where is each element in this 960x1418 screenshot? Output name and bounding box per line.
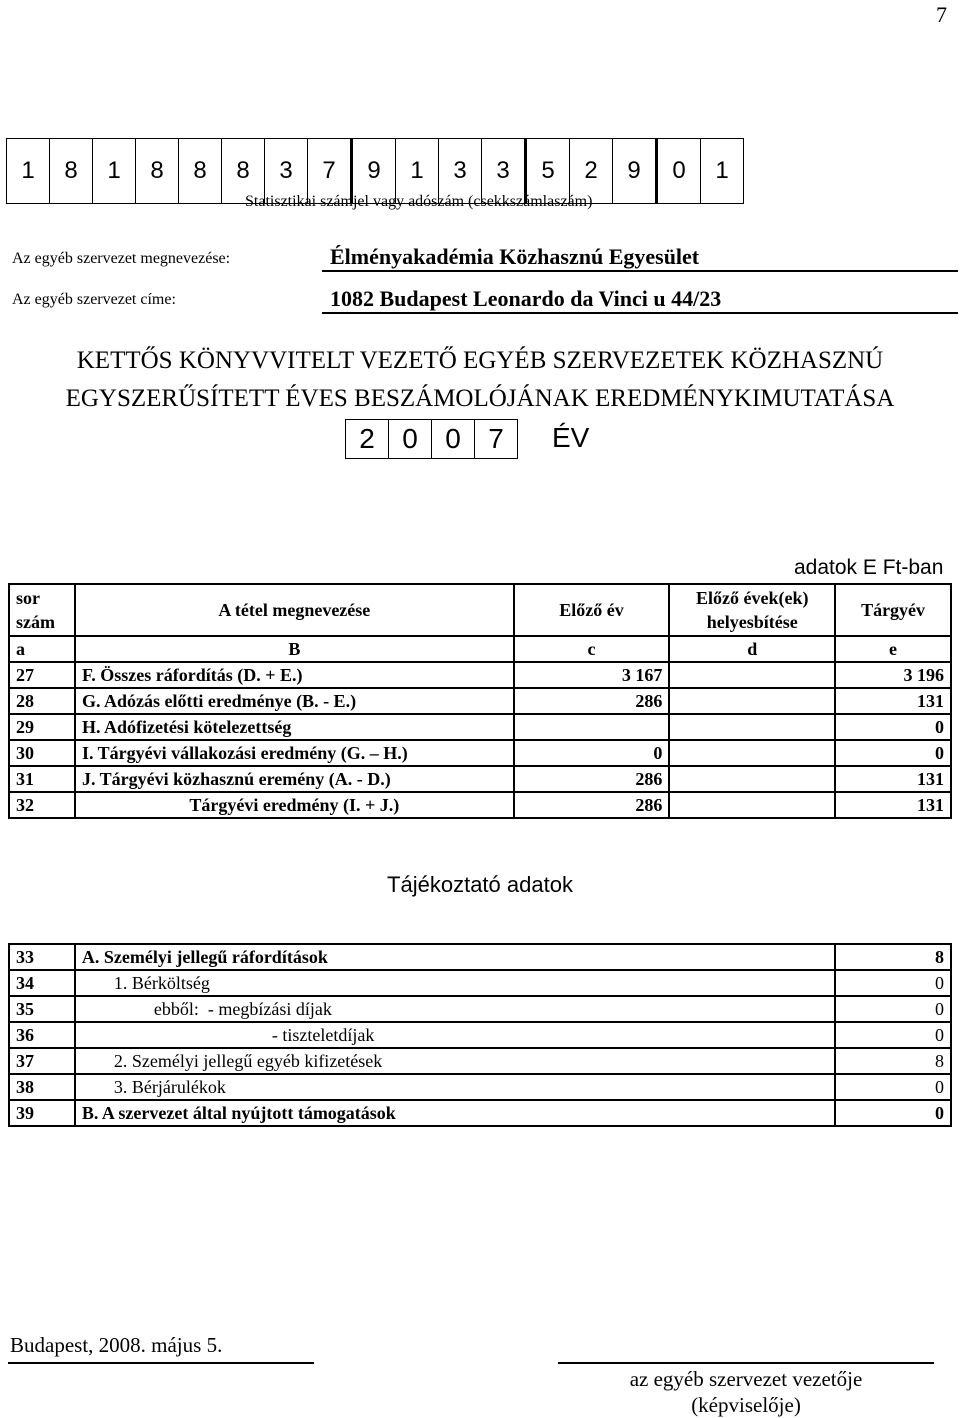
info-row-value: 0 [835,1100,951,1126]
signer-title: az egyéb szervezet vezetője [629,1367,863,1391]
info-row-value: 8 [835,1048,951,1074]
year-label: ÉV [552,422,590,453]
row-prev: 286 [514,766,670,792]
row-current: 0 [835,714,951,740]
row-adjust [669,740,835,766]
org-name-label: Az egyéb szervezet megnevezése: [12,250,231,267]
info-row-value: 8 [835,944,951,970]
row-current: 131 [835,688,951,714]
row-adjust [669,766,835,792]
table-header-row [9,584,951,636]
stat-id-digit: 8 [179,139,222,204]
info-row [9,1100,951,1126]
info-row-number: 36 [9,1022,75,1048]
stat-id-digit: 7 [308,139,352,204]
row-adjust [669,688,835,714]
info-row-number: 37 [9,1048,75,1074]
header-prev: Előző év [514,584,670,636]
header-adjust-line1: Előző évek(ek) [695,588,809,608]
signature-line [558,1362,934,1364]
letter-d: d [669,636,835,662]
header-item: A tétel megnevezése [75,584,514,636]
row-name: I. Tárgyévi vállakozási eredmény (G. – H.) [75,740,514,766]
row-number: 32 [9,792,75,818]
info-row [9,1022,951,1048]
org-address: 1082 Budapest Leonardo da Vinci u 44/23 [322,286,958,314]
date-line [8,1362,314,1364]
info-row-value: 0 [835,1074,951,1100]
table-row [9,662,951,688]
info-row-value: 0 [835,1022,951,1048]
row-number: 29 [9,714,75,740]
header-sor-line1: sor [16,588,40,608]
stat-id-digit: 9 [352,139,396,204]
stat-id-digit: 1 [396,139,439,204]
info-row-name: B. A szervezet által nyújtott támogatások [75,1100,835,1126]
org-name: Élményakadémia Közhasznú Egyesület [322,244,958,272]
info-title: Tájékoztató adatok [387,872,573,897]
table-row [9,714,951,740]
stat-id-digit: 3 [482,139,526,204]
header-current: Tárgyév [835,584,951,636]
info-row [9,1074,951,1100]
row-current: 131 [835,766,951,792]
stat-id-digit: 3 [439,139,482,204]
row-number: 30 [9,740,75,766]
info-row [9,996,951,1022]
info-row [9,1048,951,1074]
year-digit: 0 [389,420,432,459]
row-number: 28 [9,688,75,714]
info-row-value: 0 [835,996,951,1022]
row-adjust [669,714,835,740]
row-prev: 3 167 [514,662,670,688]
unit-label: adatok E Ft-ban [794,556,944,579]
info-row-name: 1. Bérköltség [75,970,835,996]
report-title-line1: KETTŐS KÖNYVVITELT VEZETŐ EGYÉB SZERVEZETEK KÖZHASZNÚ [76,347,884,374]
info-row-name: A. Személyi jellegű ráfordítások [75,944,835,970]
info-row-number: 39 [9,1100,75,1126]
year-digit: 7 [475,420,518,459]
stat-id-digit: 0 [657,139,701,204]
info-row-number: 33 [9,944,75,970]
row-name: G. Adózás előtti eredménye (B. - E.) [75,688,514,714]
stat-id-digit: 8 [136,139,179,204]
info-row-value: 0 [835,970,951,996]
stat-id-digit: 8 [222,139,265,204]
header-adjust [669,584,835,636]
info-row [9,944,951,970]
header-sor-line2: szám [16,612,55,632]
year-boxes [345,419,518,459]
row-current: 131 [835,792,951,818]
table-row [9,740,951,766]
info-row-number: 35 [9,996,75,1022]
year-digit: 2 [346,420,389,459]
table-row [9,792,951,818]
place-date: Budapest, 2008. május 5. [10,1333,223,1357]
row-prev: 286 [514,792,670,818]
row-prev: 286 [514,688,670,714]
report-title-line2: EGYSZERŰSÍTETT ÉVES BESZÁMOLÓJÁNAK EREDMÉNYKIMUTATÁSA [65,385,895,412]
row-name: F. Összes ráfordítás (D. + E.) [75,662,514,688]
report-title [0,342,960,418]
info-row-name: ebből: - megbízási díjak [75,996,835,1022]
row-prev: 0 [514,740,670,766]
row-name: H. Adófizetési kötelezettség [75,714,514,740]
info-table [8,943,952,1127]
org-address-label: Az egyéb szervezet címe: [12,291,176,308]
info-row-number: 38 [9,1074,75,1100]
stat-id-digit: 8 [50,139,93,204]
letter-a: a [9,636,75,662]
stat-id-digit: 9 [613,139,657,204]
info-row [9,970,951,996]
stat-id-digit: 5 [526,139,570,204]
row-current: 3 196 [835,662,951,688]
info-row-name: 3. Bérjárulékok [75,1074,835,1100]
stat-id-caption: Statisztikai számjel vagy adószám (csekkszámlaszám) [245,193,593,210]
stat-id-digit: 3 [265,139,308,204]
row-number: 27 [9,662,75,688]
letters-row [9,636,951,662]
info-row-name: 2. Személyi jellegű egyéb kifizetések [75,1048,835,1074]
row-prev [514,714,670,740]
signer-subtitle: (képviselője) [691,1393,801,1417]
row-name: J. Tárgyévi közhasznú eremény (A. - D.) [75,766,514,792]
header-sor [9,584,75,636]
row-adjust [669,792,835,818]
stat-id-digit: 2 [570,139,613,204]
year-digit: 0 [432,420,475,459]
header-adjust-line2: helyesbítése [706,612,798,632]
stat-id-digit: 1 [7,139,50,204]
row-adjust [669,662,835,688]
info-row-number: 34 [9,970,75,996]
stat-id-digit: 1 [701,139,744,204]
page-number: 7 [936,2,947,27]
results-table [8,583,952,819]
row-name: Tárgyévi eredmény (I. + J.) [75,792,514,818]
letter-e: e [835,636,951,662]
info-row-name: - tiszteletdíjak [75,1022,835,1048]
table-row [9,766,951,792]
stat-id-digit: 1 [93,139,136,204]
row-number: 31 [9,766,75,792]
letter-c: c [514,636,670,662]
signer-block [558,1366,934,1418]
letter-b: B [75,636,514,662]
row-current: 0 [835,740,951,766]
table-row [9,688,951,714]
